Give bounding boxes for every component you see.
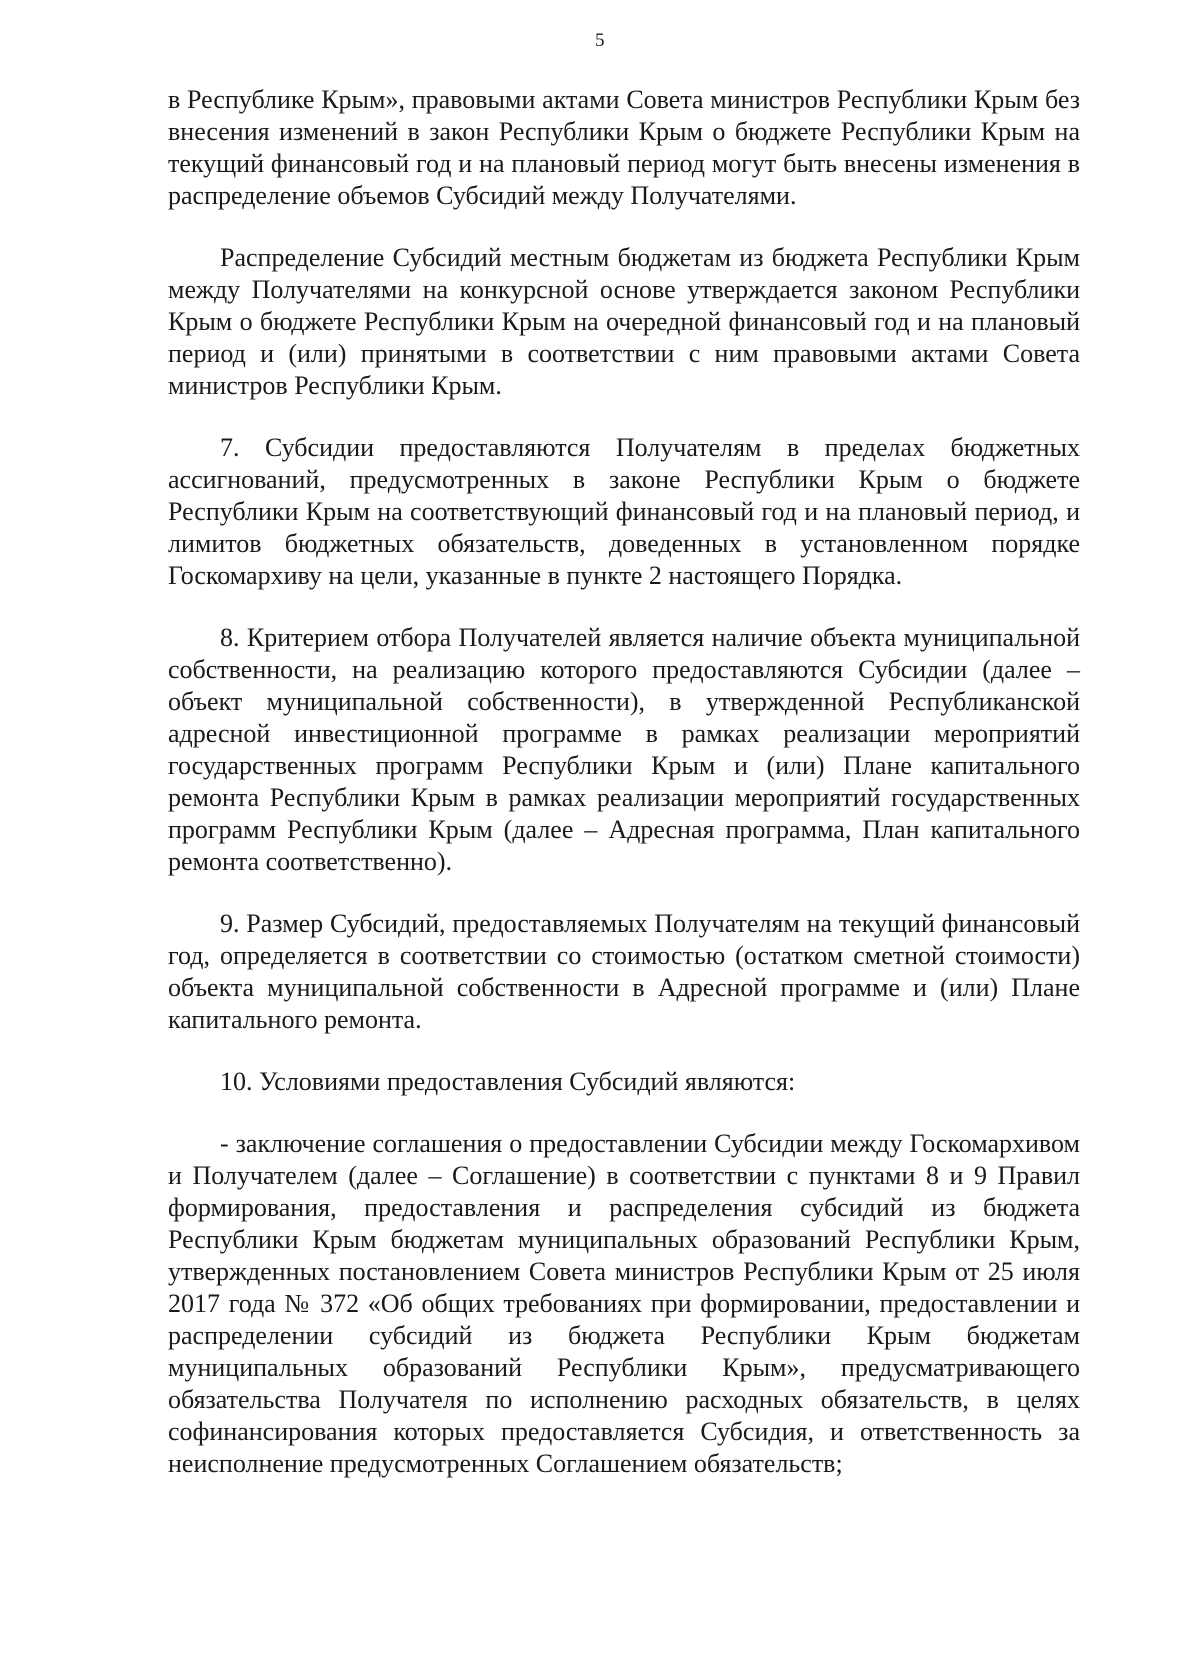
paragraph-subsidy-distribution: Распределение Субсидий местным бюджетам из бюджета Республики Крым между Получателями на конкурсной основе утверждается законом Республики Крым о бюджете Республики Крым на очередной финансовый год и на плановый период и (или) принятыми в соответствии с ним правовыми актами Совета министров Республики Крым. xyxy=(168,243,1080,400)
paragraph-item-10: 10. Условиями предоставления Субсидий являются: xyxy=(220,1067,796,1096)
list-item-agreement: - заключение соглашения о предоставлении Субсидии между Госкомархивом и Получателем (далее – Соглашение) в соответствии с пунктами 8 и 9 Правил формирования, предоставления и распределения субсидий из бюджета Республики Крым бюджетам муниципальных образований Республики Крым, утвержденных постановлением Совета министров Республики Крым от 25 июля 2017 года № 372 «Об общих требованиях при формировании, предоставлении и распределении субсидий из бюджета Республики Крым бюджетам муниципальных образований Республики Крым», предусматривающего обязательства Получателя по исполнению расходных обязательств, в целях софинансирования которых предоставляется Субсидия, и ответственность за неисполнение предусмотренных Соглашением обязательств; xyxy=(168,1129,1080,1478)
paragraph-continuation: в Республике Крым», правовыми актами Совета министров Республики Крым без внесения изменений в закон Республики Крым о бюджете Республики Крым на текущий финансовый год и на плановый период могут быть внесены изменения в распределение объемов Субсидий между Получателями. xyxy=(168,85,1080,210)
page-number: 5 xyxy=(595,30,605,51)
paragraph-item-7: 7. Субсидии предоставляются Получателям в пределах бюджетных ассигнований, предусмотренных в законе Республики Крым о бюджете Республики Крым на соответствующий финансовый год и на плановый период, и лимитов бюджетных обязательств, доведенных в установленном порядке Госкомархиву на цели, указанные в пункте 2 настоящего Порядка. xyxy=(168,433,1080,590)
document-body xyxy=(168,84,1080,1510)
paragraph-item-8: 8. Критерием отбора Получателей является наличие объекта муниципальной собственности, на реализацию которого предоставляются Субсидии (далее – объект муниципальной собственности), в утвержденной Республиканской адресной инвестиционной программе в рамках реализации мероприятий государственных программ Республики Крым и (или) Плане капитального ремонта Республики Крым в рамках реализации мероприятий государственных программ Республики Крым (далее – Адресная программа, План капитального ремонта соответственно). xyxy=(168,623,1080,876)
paragraph-item-9: 9. Размер Субсидий, предоставляемых Получателям на текущий финансовый год, определяется в соответствии со стоимостью (остатком сметной стоимости) объекта муниципальной собственности в Адресной программе и (или) Плане капитального ремонта. xyxy=(168,909,1080,1034)
